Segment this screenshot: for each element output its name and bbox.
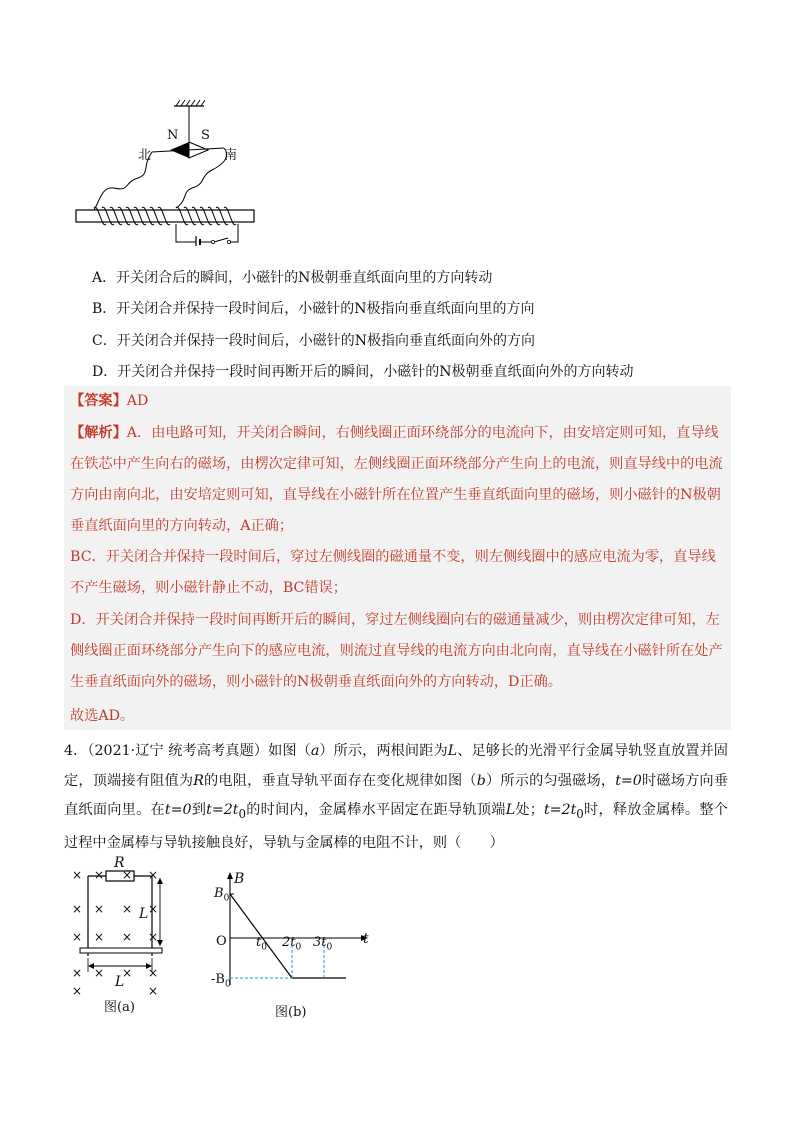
field-cross: × [148,984,159,998]
neg-b0: -B [211,972,225,987]
q4-var: L [505,802,516,818]
axis-b-label [234,871,244,887]
field-cross: × [72,966,83,980]
analysis-a-text: A．由电路可知，开关闭合瞬间，右侧线圈正面环绕部分的电流向下，由安培定则可知，直导线在铁芯中产生向右的磁场，由楞次定律可知，左侧线圈正面环绕部分产生向上的电流，则直导线中的电流方向由南向北，由安培定则可知，直导线在小磁针所在位置产生垂直纸面向里的磁场，则小磁针的N极朝垂直纸面向里的方向转动，A正确； [70,425,723,534]
option-a: A．开关闭合后的瞬间，小磁针的N极朝垂直纸面向里的方向转动 [92,270,493,286]
north-label: 北 [138,148,152,163]
axis-b: B [234,871,245,887]
field-cross: × [148,902,159,916]
question-4 [64,737,728,859]
field-cross: × [148,966,159,980]
analysis-conclusion: 故选AD。 [70,708,135,724]
q4-text: 时磁场方向垂直纸面向里。在 [64,772,728,818]
q4-text: 如图（ [268,743,311,759]
answer-line [70,386,725,417]
option-c: C．开关闭合并保持一段时间后，小磁针的N极指向垂直纸面向外的方向 [92,333,535,349]
q4-sub: 0 [576,806,584,821]
q4-var: a [310,743,320,759]
q4-sub: 0 [238,806,247,821]
t0: t [256,935,262,950]
sub0: 0 [261,942,267,953]
answer-value: AD [126,393,149,409]
field-cross: × [122,868,133,882]
axis-t: t [363,931,369,947]
q4-number: 4． [64,743,88,759]
figure-a-l-vertical [139,906,148,922]
field-cross: × [72,868,83,882]
field-cross: × [94,966,105,980]
origin-label: O [216,934,227,949]
q4-text: 到 [191,802,207,818]
q4-text: ）所示，两根间距为 [319,743,448,759]
2t0-tick-label [282,935,301,953]
needle-label-n: N [167,128,179,143]
figure-b-caption: 图(b) [275,1005,307,1020]
q4-text: 、足够长的光滑平行金属导轨竖直放置并固定，顶端接有阻值为 [64,743,728,789]
q4-var: t=0 [164,802,192,818]
compass-coil-figure [72,96,262,246]
field-cross: × [148,868,159,882]
option-b: B．开关闭合并保持一段时间后，小磁针的N极指向垂直纸面向里的方向 [92,301,535,317]
field-cross: × [122,902,133,916]
q4-var: L [447,743,458,759]
field-cross: × [148,930,159,944]
analysis-label: 【解析】 [70,425,127,441]
q4-var: t=0 [615,772,642,789]
figure-a-l: L [115,974,125,990]
b0: B [214,886,224,901]
q4-var: R [193,772,204,789]
field-cross: × [94,930,105,944]
q4-var: t=2t [543,802,577,818]
figure-a-l: L [139,906,149,922]
q4-var: b [476,772,486,789]
b0-tick-label [214,886,229,904]
sub0: 0 [223,893,230,904]
q4-source: （2021·辽宁 统考高考真题） [87,743,269,759]
south-label: 南 [224,148,238,163]
q4-text: ）所示的匀强磁场， [485,772,616,789]
q4-text: 时，释放金属棒。整个过程中金属棒与导轨接触良好，导轨与金属棒的电阻不计，则（ ） [64,802,728,852]
figure-b-graph [210,870,370,990]
axis-t-label [363,931,369,947]
sub0: 0 [295,942,302,953]
option-d: D．开关闭合并保持一段时间再断开后的瞬间，小磁针的N极朝垂直纸面向外的方向转动 [92,364,634,380]
analysis-a [70,418,725,542]
field-cross: × [122,966,133,980]
needle-label-s: S [201,128,210,143]
q4-text: 的时间内，金属棒水平固定在距导轨顶端 [246,802,506,818]
analysis-bc: BC．开关闭合并保持一段时间后，穿过左侧线圈的磁通量不变，则左侧线圈中的感应电流为零，直导线不产生磁场，则小磁针静止不动，BC错误； [70,549,716,596]
field-cross: × [94,902,105,916]
field-cross: × [72,902,83,916]
analysis-d: D．开关闭合并保持一段时间再断开后的瞬间，穿过左侧线圈向右的磁通量减少，则由楞次定律可知，左侧线圈正面环绕部分产生向下的感应电流，则流过直导线的电流方向由北向南，直导线在小磁针所在处产生垂直纸面向外的磁场，则小磁针的N极朝垂直纸面向外的方向转动，D正确。 [70,612,723,690]
sub0: 0 [326,942,333,953]
field-cross: × [72,984,83,998]
3t0-tick-label [313,935,332,953]
2t0: 2t [282,935,296,950]
field-cross: × [94,868,105,882]
q4-text: 处； [515,802,544,818]
field-cross: × [72,930,83,944]
neg-b0-tick-label [211,972,231,990]
sub0: 0 [224,979,231,990]
q4-var: t=2t [206,802,239,818]
answer-label: 【答案】 [70,393,127,409]
field-cross: × [122,930,133,944]
t0-tick-label [256,935,267,953]
q4-text: 的电阻，垂直导轨平面存在变化规律如图（ [203,772,477,789]
3t0: 3t [313,935,327,950]
figure-a-r: R [114,855,125,871]
figure-a-caption: 图(a) [104,1000,135,1015]
